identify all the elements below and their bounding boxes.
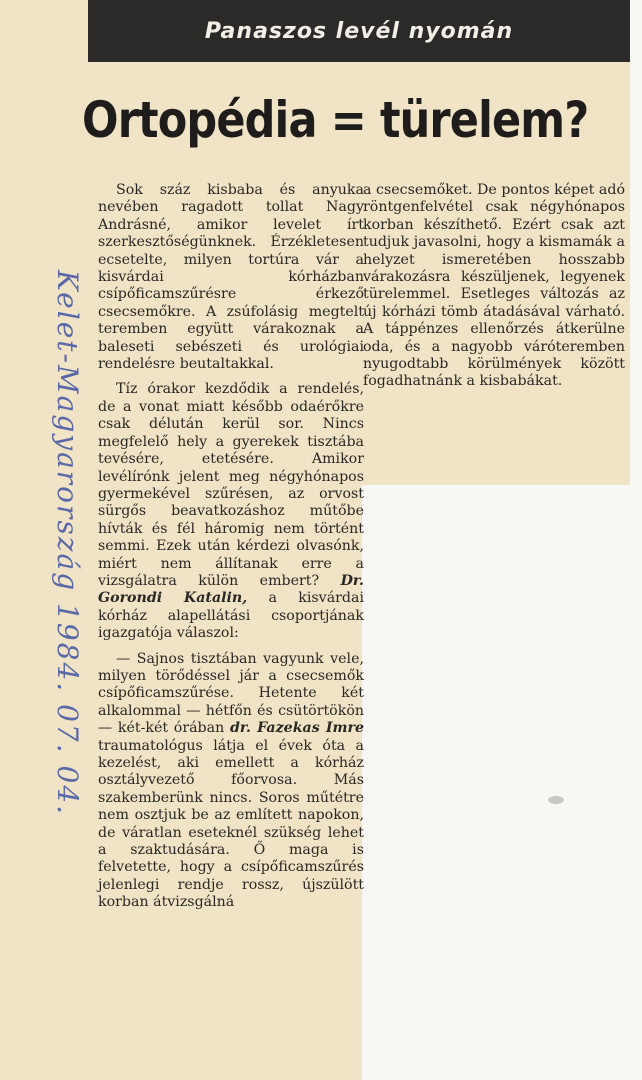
paragraph-2 <box>98 381 364 642</box>
kicker-banner: Panaszos levél nyomán <box>88 0 630 62</box>
paragraph-2-text: Tíz órakor kezdődik a rendelés, de a vonat miatt később odaérőkre csak délután kerül sor. Nincs megfelelő hely a gyerekek tisztába tevésére, etetésére. Amikor levélírónk jelent meg négyhónapos gyermekével szűrésen, az orvost sürgős beavatkozáshoz műtőbe hívták és fél háromig nem történt semmi. Ezek után kérdezi olvasónk, miért nem állítanak erre a vizsgálatra külön embert? <box>98 381 364 589</box>
article-column-1 <box>98 182 364 920</box>
handwritten-source-date: Kelet-Magyarország 1984. 07. 04. <box>51 270 84 817</box>
handwritten-note <box>14 270 94 830</box>
doctor-name: dr. Fazekas Imre <box>229 720 364 737</box>
paragraph-3-a: — Sajnos tisztában vagyunk vele, milyen törődéssel jár a csecsemők csípőficamszűrése. Hetente két alkalommal — hétfőn és csütörtökön — két-két órában <box>98 650 364 737</box>
paragraph-1: Sok száz kisbaba és anyuka nevében ragadott tollat Nagy Andrásné, amikor levelet írt szerkesztőségünknek. Érzékletesen ecsetelte, milyen tortúra vár a kisvárdai kórházban csípőficamszűrésre érkező csecsemőkre. A zsúfolásig megtelt teremben együtt várakoznak a baleseti sebészeti és urológiai rendelésre beutaltakkal. <box>98 182 364 373</box>
paper-smudge <box>548 796 564 804</box>
paragraph-3-b: traumatológus látja el évek óta a kezelést, aki emellett a kórház osztályvezető főorvosa. Más szakemberünk nincs. Soros műtétre nem osztjuk be az említett napokon, de váratlan eseteknél szükség lehet a szaktudására. Ő maga is felvetette, hogy a csípőficamszűrés jelenlegi rendje rossz, újszülött korban átvizsgálná <box>98 737 364 911</box>
paragraph-4: a csecsemőket. De pontos képet adó röntgenfelvétel csak négyhónapos korban készíthető. Ezért csak azt tudjuk javasolni, hogy a kismamák a helyzet ismeretében hosszabb várakozásra készüljenek, legyenek türelemmel. Esetleges változás az új kórházi tömb átadásával várható. A táppénzes ellenőrzés átkerülne oda, és a nagyobb váróteremben nyugodtabb körülmények között fogadhatnánk a kisbabákat. <box>363 182 625 390</box>
article-column-2 <box>363 182 625 399</box>
respondent-name: Dr. Gorondi Katalin, <box>98 572 364 607</box>
paragraph-2-tail: a kisvárdai kórház alapellátási csoportjának igazgatója válaszol: <box>98 590 365 642</box>
headline: Ortopédia = türelem? <box>82 91 589 149</box>
paragraph-3 <box>98 651 364 912</box>
